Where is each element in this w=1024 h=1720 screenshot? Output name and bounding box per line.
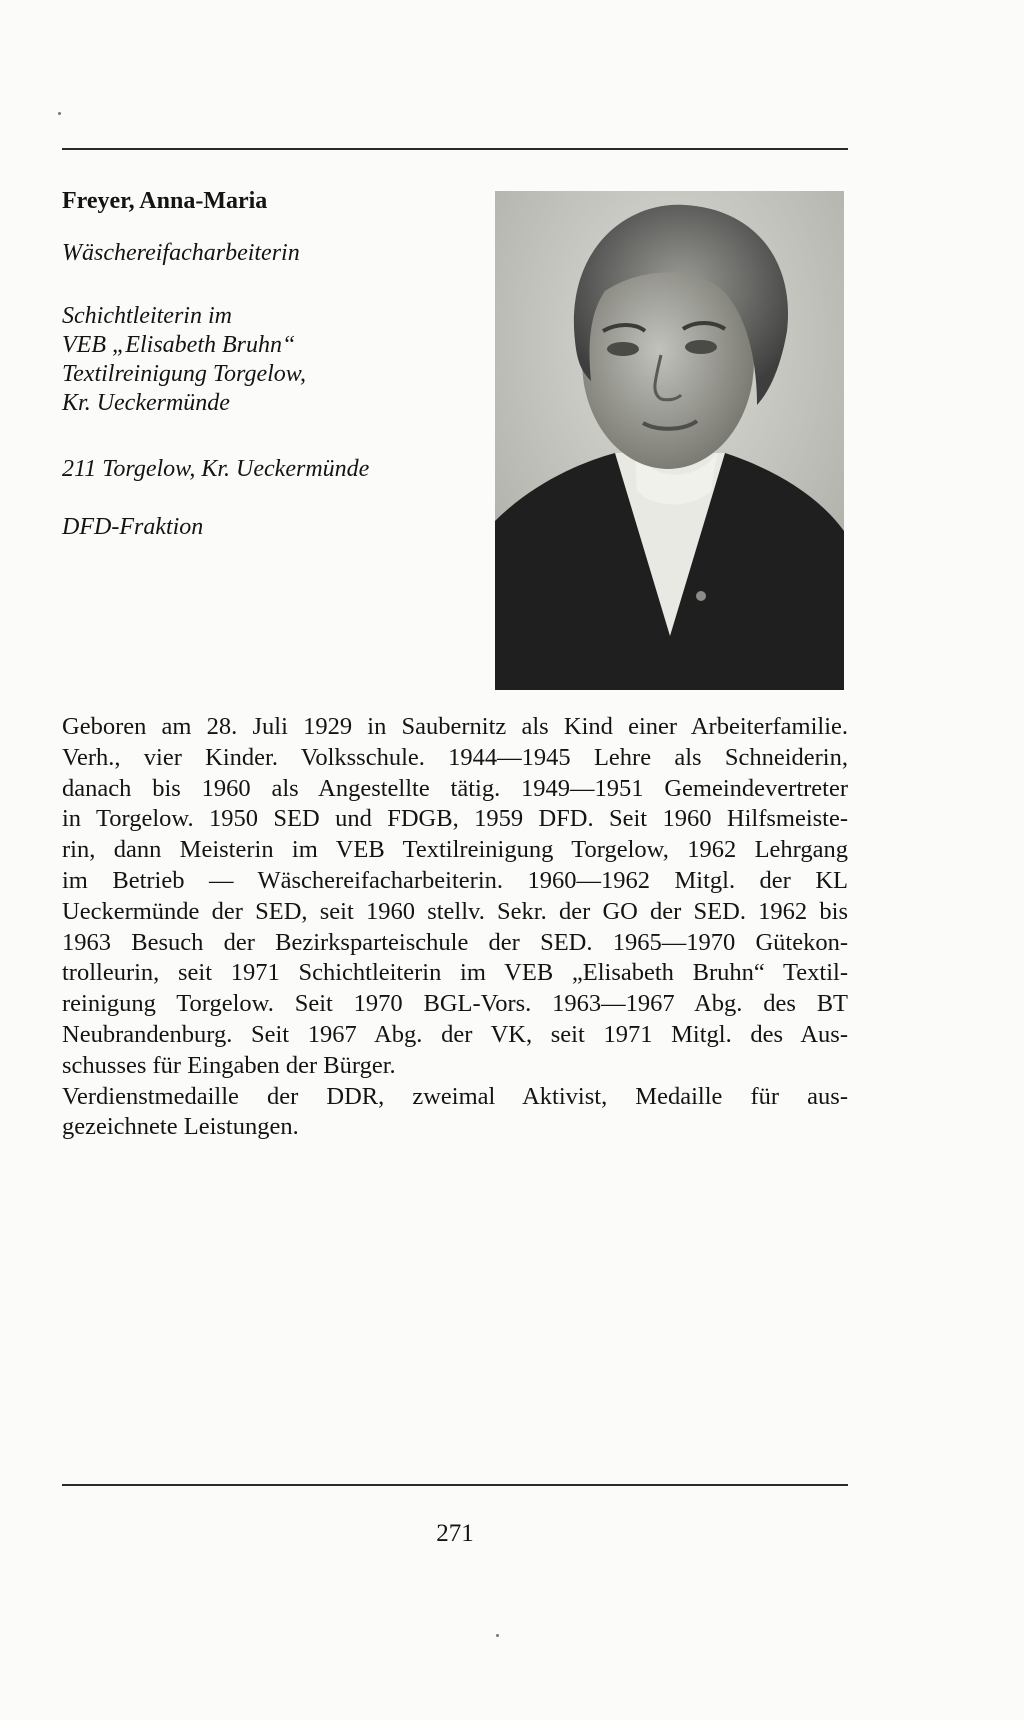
biography-line: im Betrieb — Wäschereifacharbeiterin. 1960—1962 Mitgl. der KL [62,866,848,894]
position-block [62,302,482,418]
entry-header [62,186,482,542]
scan-speck [58,112,61,115]
right-eye-shape [685,340,717,354]
biography-line: trolleurin, seit 1971 Schichtleiterin im VEB „Elisabeth Bruhn“ Textil- [62,959,848,987]
address: 211 Torgelow, Kr. Ueckermünde [62,456,370,482]
top-rule [62,148,848,150]
biography-line: schusses für Eingaben der Bürger. [62,1051,396,1079]
biography-line: gezeichnete Leistungen. [62,1113,299,1141]
biography-line: Geboren am 28. Juli 1929 in Saubernitz als Kind einer Arbeiterfamilie. [62,713,848,740]
person-name: Freyer, Anna-Maria [62,188,268,214]
left-eye-shape [607,342,639,356]
bottom-rule [62,1484,848,1486]
biography-line: Verh., vier Kinder. Volksschule. 1944—1945 Lehre als Schneiderin, [62,743,848,771]
portrait-photo [495,191,844,690]
portrait-illustration [495,191,844,690]
scan-speck [496,1634,499,1637]
position-line: Kr. Ueckermünde [62,390,230,416]
biography-line: rin, dann Meisterin im VEB Textilreinigung Torgelow, 1962 Lehrgang [62,836,848,864]
biography-line: reinigung Torgelow. Seit 1970 BGL-Vors. 1963—1967 Abg. des BT [62,990,848,1018]
biography-line: danach bis 1960 als Angestellte tätig. 1949—1951 Gemeindevertreter [62,774,848,802]
biography-line: Verdienstmedaille der DDR, zweimal Aktivist, Medaille für aus- [62,1082,848,1110]
biography-line: Ueckermünde der SED, seit 1960 stellv. Sekr. der GO der SED. 1962 bis [62,897,848,925]
biography-text [62,712,848,1143]
biography-line: in Torgelow. 1950 SED und FDGB, 1959 DFD. Seit 1960 Hilfsmeiste- [62,805,848,833]
position-line: VEB „Elisabeth Bruhn“ [62,332,296,358]
occupation: Wäschereifacharbeiterin [62,240,300,266]
brooch-shape [696,591,706,601]
position-line: Schichtleiterin im [62,303,232,329]
parliamentary-fraction: DFD-Fraktion [62,514,204,540]
page-number: 271 [436,1520,474,1547]
position-line: Textilreinigung Torgelow, [62,361,307,387]
biography-line: Neubrandenburg. Seit 1967 Abg. der VK, seit 1971 Mitgl. des Aus- [62,1020,848,1048]
biography-line: 1963 Besuch der Bezirksparteischule der SED. 1965—1970 Gütekon- [62,928,848,956]
